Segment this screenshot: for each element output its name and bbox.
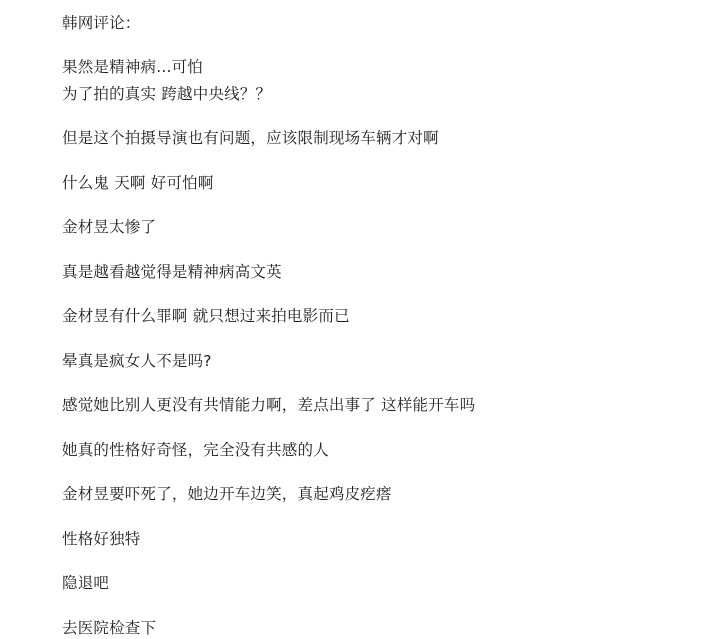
- comment-item: 晕真是疯女人不是吗?: [62, 351, 212, 370]
- comment-item: 感觉她比别人更没有共情能力啊，差点出事了 这样能开车吗: [62, 396, 476, 415]
- comment-item: 隐退吧: [62, 574, 110, 593]
- comment-item: 性格好独特: [62, 529, 141, 548]
- comment-item: 果然是精神病...可怕: [62, 58, 203, 77]
- comments-heading: 韩网评论：: [62, 14, 141, 32]
- comment-item: 金材昱太惨了: [62, 218, 157, 237]
- comment-item: 但是这个拍摄导演也有问题，应该限制现场车辆才对啊: [62, 129, 439, 148]
- comment-item: 去医院检查下: [62, 618, 157, 637]
- comment-list: [62, 12, 703, 639]
- comment-item: 金材昱要吓死了，她边开车边笑，真起鸡皮疙瘩: [62, 485, 392, 504]
- comment-item: 为了拍的真实 跨越中央线？？: [62, 84, 272, 103]
- comment-item: 什么鬼 天啊 好可怕啊: [62, 173, 214, 192]
- comment-item: 金材昱有什么罪啊 就只想过来拍电影而已: [62, 307, 350, 326]
- comment-item: 她真的性格好奇怪，完全没有共感的人: [62, 440, 329, 459]
- comment-item: 真是越看越觉得是精神病高文英: [62, 262, 282, 281]
